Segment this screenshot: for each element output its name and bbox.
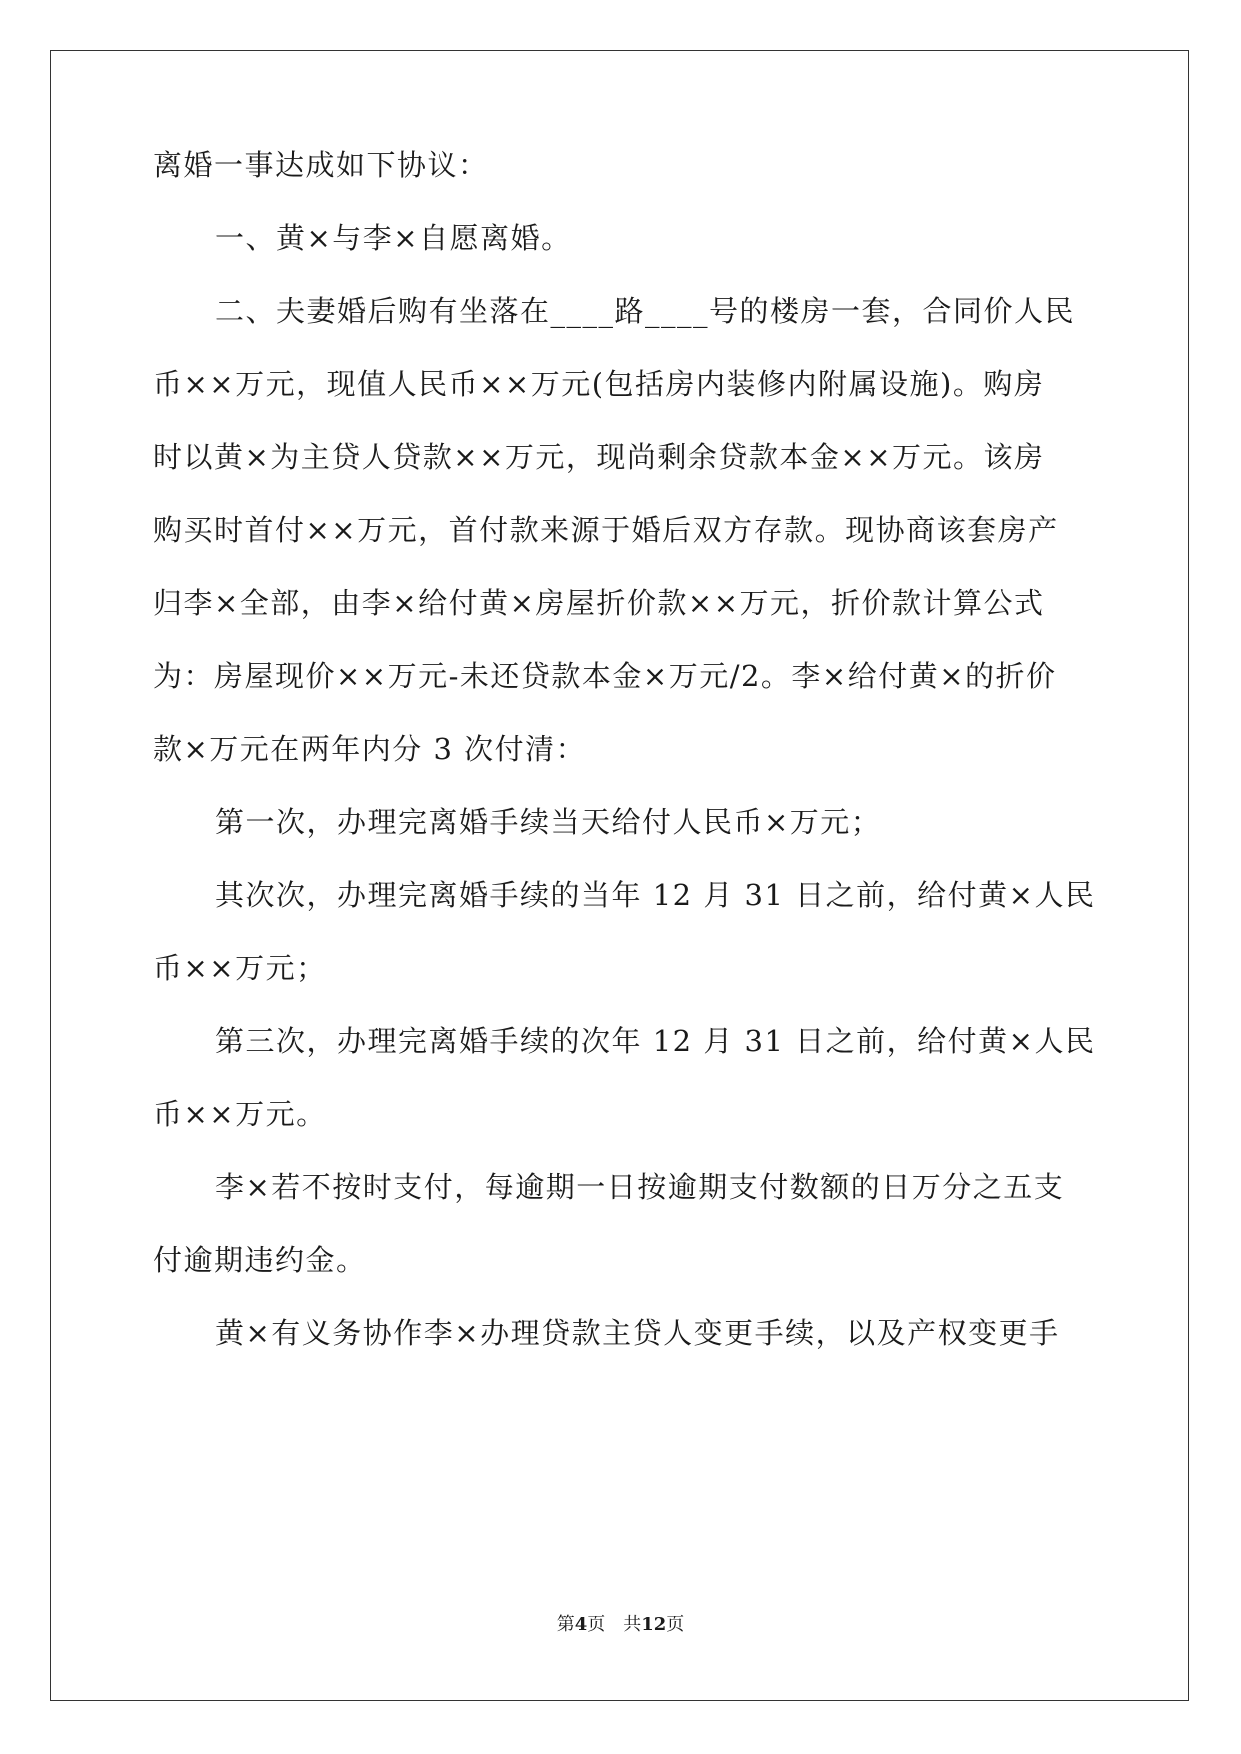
- text-line: 币××万元；: [153, 951, 327, 985]
- text-line: 一、黄×与李×自愿离婚。: [215, 221, 572, 255]
- footer-suffix: 页: [666, 1614, 685, 1635]
- current-page-number: 4: [574, 1614, 588, 1635]
- text-line: 第一次，办理完离婚手续当天给付人民币×万元；: [215, 805, 882, 839]
- text-line: 付逾期违约金。: [153, 1243, 367, 1277]
- footer-mid: 页 共: [587, 1614, 642, 1635]
- text-line: 币××万元。: [153, 1097, 327, 1131]
- text-line: 购买时首付××万元，首付款来源于婚后双方存款。现协商该套房产: [153, 513, 1059, 547]
- text-line: 时以黄×为主贷人贷款××万元，现尚剩余贷款本金××万元。该房: [153, 440, 1045, 474]
- text-line: 第三次，办理完离婚手续的次年 12 月 31 日之前，给付黄×人民: [215, 1024, 1096, 1058]
- text-line: 其次次，办理完离婚手续的当年 12 月 31 日之前，给付黄×人民: [215, 878, 1096, 912]
- text-line: 黄×有义务协作李×办理贷款主贷人变更手续，以及产权变更手: [215, 1316, 1060, 1350]
- text-line: 归李×全部，由李×给付黄×房屋折价款××万元，折价款计算公式: [153, 586, 1045, 620]
- text-line: 二、夫妻婚后购有坐落在____路____号的楼房一套，合同价人民: [215, 294, 1076, 328]
- text-line: 为：房屋现价××万元-未还贷款本金×万元/2。李×给付黄×的折价: [153, 659, 1057, 693]
- text-line: 款×万元在两年内分 3 次付清：: [153, 732, 587, 766]
- text-line: 币××万元，现值人民币××万元(包括房内装修内附属设施)。购房: [153, 367, 1045, 401]
- text-line: 离婚一事达成如下协议：: [153, 148, 489, 182]
- text-line: 李×若不按时支付，每逾期一日按逾期支付数额的日万分之五支: [215, 1170, 1065, 1204]
- page-footer: [0, 1610, 1241, 1636]
- footer-prefix: 第: [556, 1614, 575, 1635]
- total-page-count: 12: [641, 1614, 667, 1635]
